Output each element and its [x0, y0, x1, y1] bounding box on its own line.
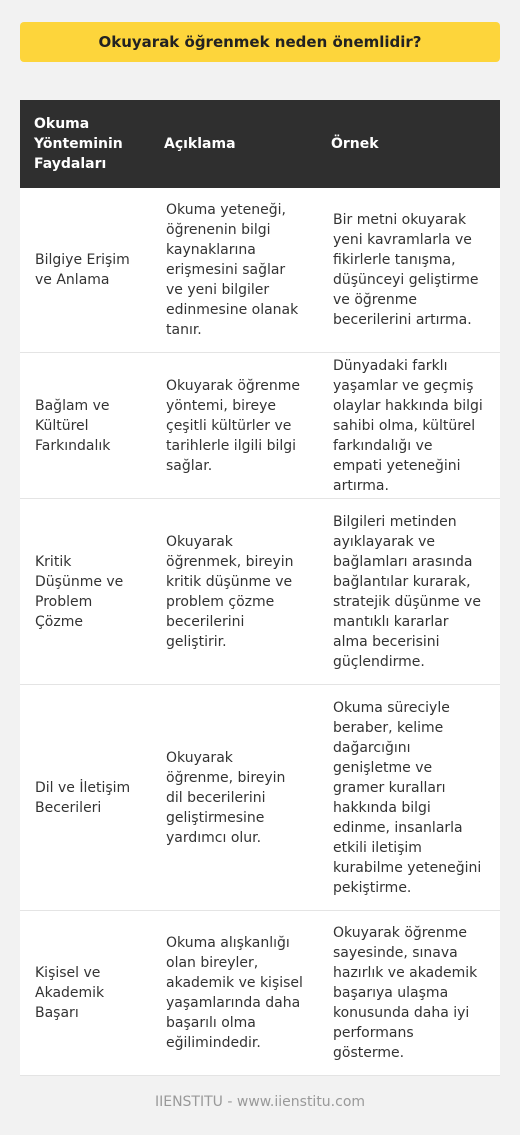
- table-body: [20, 188, 500, 1076]
- header-row: [20, 100, 500, 188]
- benefit-cell: Bilgiye Erişim ve Anlama: [20, 188, 150, 353]
- example-cell: Bir metni okuyarak yeni kavramlarla ve fikirlerle tanışma, düşünceyi geliştirme ve öğrenme becerilerini artırma.: [317, 188, 500, 353]
- description-cell: Okuma yeteneği, öğrenenin bilgi kaynaklarına erişmesini sağlar ve yeni bilgiler edinmesine olanak tanır.: [150, 188, 317, 353]
- benefit-cell: Bağlam ve Kültürel Farkındalık: [20, 353, 150, 499]
- table-row: [20, 911, 500, 1076]
- column-header-example: Örnek: [317, 100, 500, 188]
- benefit-cell: Kişisel ve Akademik Başarı: [20, 911, 150, 1076]
- example-cell: Okuma süreciyle beraber, kelime dağarcığını genişletme ve gramer kuralları hakkında bilgi edinme, insanlarla etkili iletişim kurabilme yeteneğini pekiştirme.: [317, 685, 500, 911]
- description-cell: Okuyarak öğrenme yöntemi, bireye çeşitli kültürler ve tarihlerle ilgili bilgi sağlar.: [150, 353, 317, 499]
- benefit-cell: Dil ve İletişim Becerileri: [20, 685, 150, 911]
- benefit-cell: Kritik Düşünme ve Problem Çözme: [20, 499, 150, 685]
- column-header-benefits: Okuma Yönteminin Faydaları: [20, 100, 150, 188]
- column-header-description: Açıklama: [150, 100, 317, 188]
- benefits-table: [20, 100, 500, 1076]
- table-header: [20, 100, 500, 188]
- description-cell: Okuma alışkanlığı olan bireyler, akademik ve kişisel yaşamlarında daha başarılı olma eğilimindedir.: [150, 911, 317, 1076]
- description-cell: Okuyarak öğrenme, bireyin dil becerilerini geliştirmesine yardımcı olur.: [150, 685, 317, 911]
- description-cell: Okuyarak öğrenmek, bireyin kritik düşünme ve problem çözme becerilerini geliştirir.: [150, 499, 317, 685]
- table-row: [20, 499, 500, 685]
- page-title: Okuyarak öğrenmek neden önemlidir?: [20, 22, 500, 62]
- table-row: [20, 685, 500, 911]
- example-cell: Okuyarak öğrenme sayesinde, sınava hazırlık ve akademik başarıya ulaşma konusunda daha iyi performans gösterme.: [317, 911, 500, 1076]
- footer-attribution: IIENSTITU - www.iienstitu.com: [154, 1094, 366, 1110]
- table-row: [20, 353, 500, 499]
- table-row: [20, 188, 500, 353]
- example-cell: Dünyadaki farklı yaşamlar ve geçmiş olaylar hakkında bilgi sahibi olma, kültürel farkındalığı ve empati yeteneğini artırma.: [317, 353, 500, 499]
- example-cell: Bilgileri metinden ayıklayarak ve bağlamları arasında bağlantılar kurarak, stratejik düşünme ve mantıklı kararlar alma becerisini güçlendirme.: [317, 499, 500, 685]
